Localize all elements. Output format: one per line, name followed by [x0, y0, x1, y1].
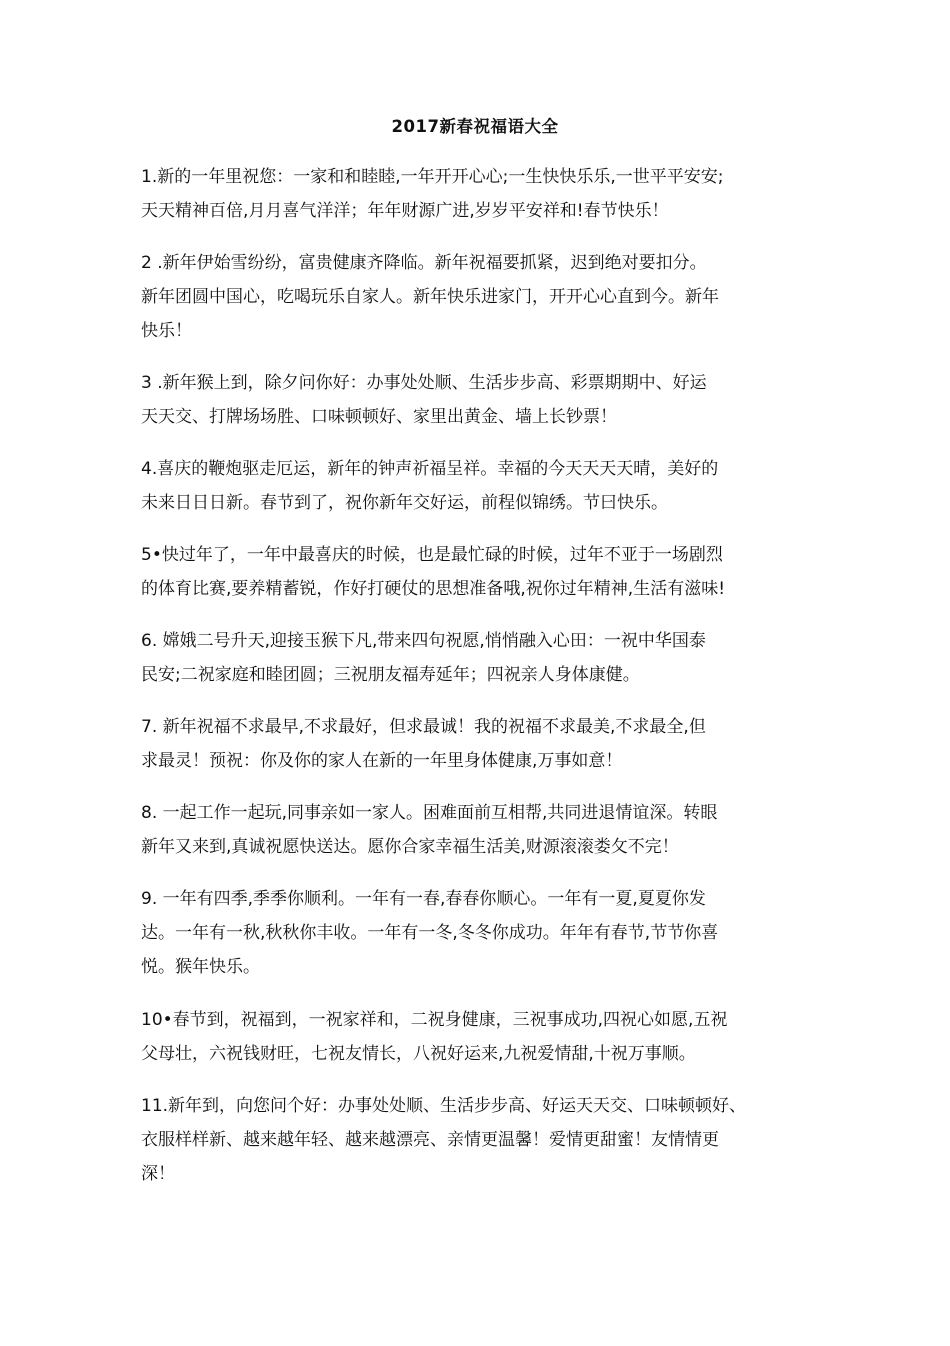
paragraph-line: 衣服样样新、越来越年轻、越来越漂亮、亲情更温馨！爱情更甜蜜！友情情更 [141, 1130, 719, 1150]
paragraph-line: 新年团圆中国心，吃喝玩乐自家人。新年快乐进家门，开开心心直到今。新年 [141, 287, 719, 307]
paragraph-line: 悦。猴年快乐。 [141, 957, 260, 977]
paragraph-line: 达。一年有一秋,秋秋你丰收。一年有一冬,冬冬你成功。年年有春节,节节你喜 [141, 923, 719, 943]
paragraph-line: 民安;二祝家庭和睦团圆；三祝朋友福寿延年；四祝亲人身体康健。 [141, 665, 640, 685]
paragraph-line: 天天交、打牌场场胜、口味顿顿好、家里出黄金、墙上长钞票！ [141, 407, 617, 427]
paragraph-line: 7. 新年祝福不求最早,不求最好，但求最诚！我的祝福不求最美,不求最全,但 [141, 717, 706, 737]
blessing-paragraph-10 [141, 1003, 727, 1071]
blessing-paragraph-5 [141, 538, 725, 606]
paragraph-line: 深！ [141, 1164, 175, 1184]
paragraph-line: 未来日日日新。春节到了，祝你新年交好运，前程似锦绣。节曰快乐。 [141, 493, 668, 513]
blessing-paragraph-4 [141, 452, 718, 520]
paragraph-line: 快乐！ [141, 321, 192, 341]
paragraph-line: 3 .新年猴上到，除夕问你好：办事处处顺、生活步步高、彩票期期中、好运 [141, 373, 707, 393]
document-title: 2017新春祝福语大全 [391, 117, 559, 136]
blessing-paragraph-2 [141, 246, 719, 348]
blessing-paragraph-6 [141, 624, 706, 692]
paragraph-line: 2 .新年伊始雪纷纷，富贵健康齐降临。新年祝福要抓紧，迟到绝对要扣分。 [141, 253, 707, 273]
paragraph-line: 6. 嫦娥二号升天,迎接玉猴下凡,带来四句祝愿,悄悄融入心田：一祝中华国泰 [141, 631, 706, 651]
paragraph-line: 天天精神百倍,月月喜气洋洋；年年财源广进,岁岁平安祥和!春节快乐！ [141, 201, 669, 221]
paragraph-line: 1.新的一年里祝您：一家和和睦睦,一年开开心心;一生快快乐乐,一世平平安安; [141, 167, 724, 187]
paragraph-line: 5•快过年了，一年中最喜庆的时候，也是最忙碌的时候，过年不亚于一场剧烈 [141, 545, 723, 565]
paragraph-line: 4.喜庆的鞭炮驱走厄运，新年的钟声祈福呈祥。幸福的今天天天天晴，美好的 [141, 459, 719, 479]
blessing-paragraph-1 [141, 160, 723, 228]
paragraph-line: 的体育比赛,要养精蓄锐，作好打硬仗的思想准备哦,祝你过年精神,生活有滋味! [141, 579, 726, 599]
blessing-paragraph-9 [141, 882, 718, 984]
paragraph-line: 11.新年到，向您问个好：办事处处顺、生活步步高、好运天天交、口味顿顿好、 [141, 1096, 747, 1116]
paragraph-line: 新年又来到,真诚祝愿快送达。愿你合家幸福生活美,财源滚滚娄攵不完！ [141, 837, 679, 857]
blessing-paragraph-3 [141, 366, 707, 434]
blessing-paragraph-11 [141, 1089, 746, 1191]
paragraph-line: 8. 一起工作一起玩,同事亲如一家人。困难面前互相帮,共同进退情谊深。转眼 [141, 803, 718, 823]
blessing-paragraph-7 [141, 710, 706, 778]
paragraph-line: 求最灵！预祝：你及你的家人在新的一年里身体健康,万事如意！ [141, 751, 623, 771]
paragraph-line: 9. 一年有四季,季季你顺利。一年有一春,春春你顺心。一年有一夏,夏夏你发 [141, 889, 706, 909]
paragraph-line: 父母壮，六祝钱财旺，七祝友情长，八祝好运来,九祝爱情甜,十祝万事顺。 [141, 1044, 696, 1064]
paragraph-line: 10•春节到，祝福到，一祝家祥和，二祝身健康，三祝事成功,四祝心如愿,五祝 [141, 1010, 728, 1030]
blessing-paragraph-8 [141, 796, 717, 864]
